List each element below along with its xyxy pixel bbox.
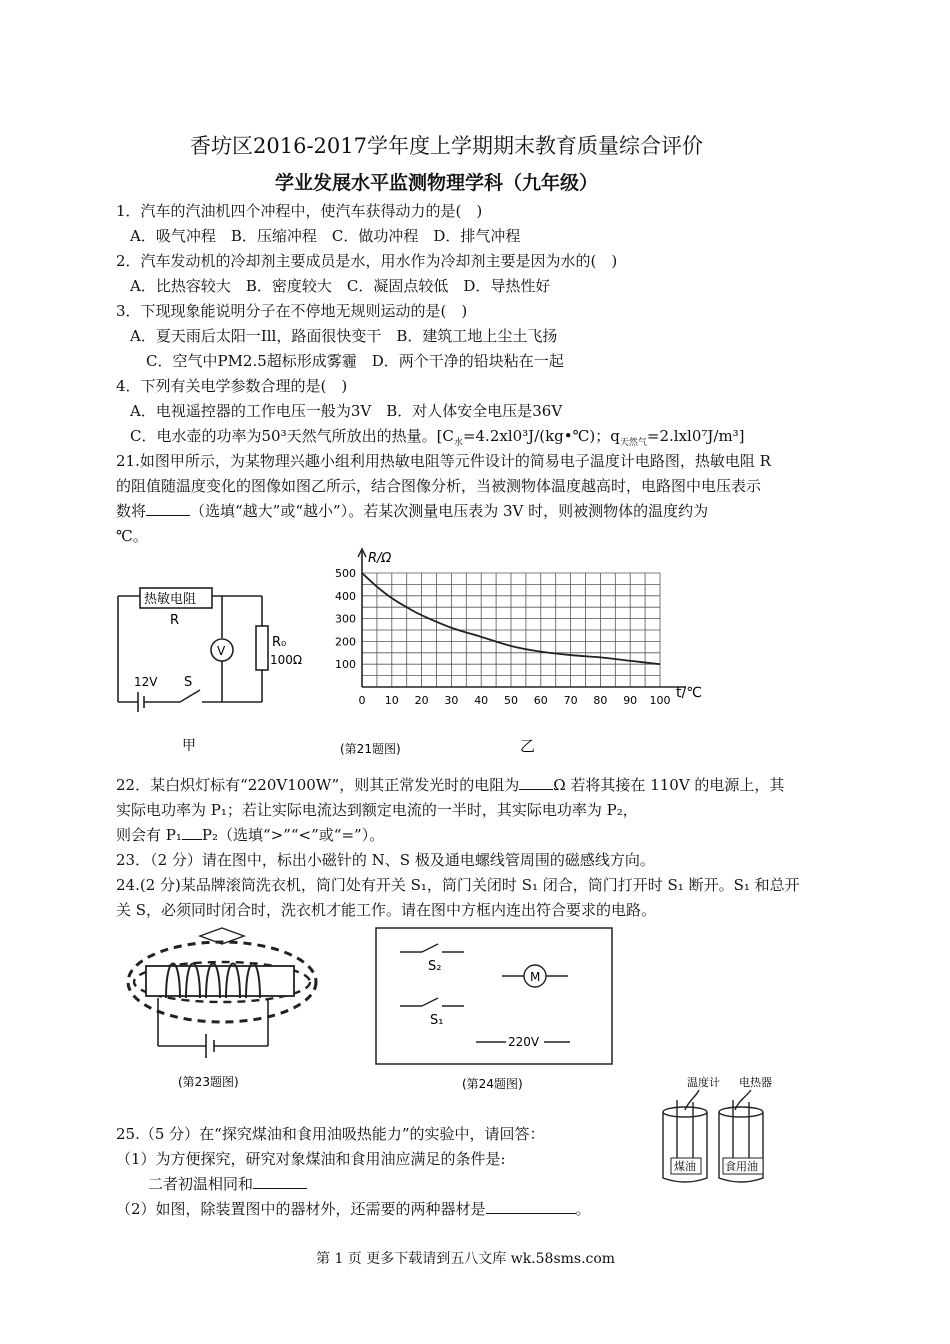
y-tick-label: 300 xyxy=(335,612,356,626)
r0-value: 100Ω xyxy=(270,653,303,667)
q3-options-cd: C．空气中PM2.5超标形成雾霾 D．两个干净的铅块粘在一起 xyxy=(146,352,564,370)
q25-blank-2[interactable] xyxy=(486,1199,576,1214)
page-subtitle: 学业发展水平监测物理学科（九年级） xyxy=(275,172,599,194)
q4-stem: 4．下列有关电学参数合理的是( ) xyxy=(116,377,348,395)
chart-caption: (第21题图) xyxy=(340,742,401,756)
q21-blank[interactable] xyxy=(146,501,190,516)
q1-stem: 1．汽车的汽油机四个冲程中，使汽车获得动力的是( ) xyxy=(116,202,483,220)
x-tick-label: 50 xyxy=(504,694,518,707)
chart-ticks xyxy=(335,567,671,707)
q25-blank-1[interactable] xyxy=(253,1174,307,1189)
q21-line2: 的阻值随温度变化的图像如图乙所示，结合图像分析，当被测物体温度越高时，电路图中电压表示 xyxy=(116,477,762,495)
q4-options-ab: A．电视遥控器的工作电压一般为3V B．对人体安全电压是36V xyxy=(130,402,563,420)
chart-axes xyxy=(358,549,686,687)
q21-line1: 21.如图甲所示，为某物理兴趣小组利用热敏电阻等元件设计的简易电子温度计电路图，热敏电阻 R xyxy=(116,452,771,470)
chart-21 xyxy=(320,545,720,765)
q21-line4: ℃。 xyxy=(116,527,148,545)
y-tick-label: 400 xyxy=(335,589,356,603)
circuit-box[interactable] xyxy=(376,928,612,1064)
kerosene-label: 煤油 xyxy=(674,1160,696,1173)
x-tick-label: 100 xyxy=(649,694,671,707)
y-tick-label: 500 xyxy=(335,567,356,580)
circuit-21-diagram xyxy=(110,578,310,758)
q4-options-c: C．电水壶的功率为50³天然气所放出的热量。[$C_水=4.2xl0^3J/(kg•℃)$；$q_{天然气}=2.lxl0^7J/m^3$] xyxy=(130,427,745,448)
switch-label: S xyxy=(184,675,193,690)
supply-label: 220V xyxy=(508,1035,540,1049)
fig24-caption: (第24题图) xyxy=(462,1077,523,1091)
y-tick-label: 200 xyxy=(335,635,356,649)
q22-line1: 22．某白炽灯标有“220V100W”，则其正常发光时的电阻为 Ω 若将其接在 110V 的电源上，其 xyxy=(116,776,785,794)
thermometer-label: 温度计 xyxy=(687,1076,720,1089)
q24-line1: 24.(2 分)某品牌滚筒洗衣机，筒门处有开关 S₁，筒门关闭时 S₁ 闭合，筒门打开时 S₁ 断开。S₁ 和总开 xyxy=(116,876,800,894)
heater-label: 电热器 xyxy=(739,1076,772,1089)
beakers-diagram xyxy=(655,1070,805,1195)
q22-line2: 实际电功率为 P₁；若让实际电流达到额定电流的一半时，其实际电功率为 P₂， xyxy=(116,801,638,819)
voltmeter-label: V xyxy=(217,644,226,658)
q23-text: 23．（2 分）请在图中，标出小磁针的 N、S 极及通电螺线管周围的磁感线方向。 xyxy=(116,851,655,869)
s2-label: S₂ xyxy=(428,959,442,974)
q3-stem: 3．下现现象能说明分子在不停地无规则运动的是( ) xyxy=(116,302,468,320)
oil-label: 食用油 xyxy=(725,1160,758,1173)
x-tick-label: 80 xyxy=(593,694,608,707)
chart-panel-label: 乙 xyxy=(520,737,536,755)
q21-line3: 数将 （选填“越大”或“越小”）。若某次测量电压表为 3V 时，则被测物体的温度约为 xyxy=(116,502,709,520)
x-tick-label: 70 xyxy=(563,694,578,707)
chart-grid xyxy=(362,573,660,687)
solenoid-diagram xyxy=(118,922,328,1094)
q22-line3: 则会有 P₁ P₂（选填“>”“<”或“=”）。 xyxy=(116,826,385,844)
motor-label: M xyxy=(530,970,541,984)
x-tick-label: 10 xyxy=(384,694,399,707)
circuit-caption: 甲 xyxy=(182,738,196,754)
s1-label: S₁ xyxy=(430,1013,444,1028)
q2-options: A．比热容较大 B．密度较大 C．凝固点较低 D．导热性好 xyxy=(130,277,551,295)
q2-stem: 2．汽车发动机的冷却剂主要成员是水，用水作为冷却剂主要是因为水的( ) xyxy=(116,252,618,270)
x-tick-label: 60 xyxy=(533,694,548,707)
q22-blank-2[interactable] xyxy=(182,825,202,840)
x-tick-label: 20 xyxy=(414,694,429,707)
q25-line3: 二者初温相同和 xyxy=(148,1174,307,1194)
solenoid-circuit xyxy=(158,998,268,1058)
page-footer: 第 1 页 更多下载请到五八文库 wk.58sms.com xyxy=(316,1251,616,1267)
y-tick-label: 100 xyxy=(335,658,356,672)
q25-line4: （2）如图，除装置图中的器材外，还需要的两种器材是 。 xyxy=(116,1200,591,1218)
thermistor-r-label: R xyxy=(170,613,180,628)
x-tick-label: 0 xyxy=(358,694,366,707)
q22-blank-1[interactable] xyxy=(519,775,553,790)
x-tick-label: 90 xyxy=(623,694,638,707)
chart-xlabel: t/℃ xyxy=(676,685,702,701)
q25-line2: （1）为方便探究，研究对象煤油和食用油应满足的条件是: xyxy=(116,1150,506,1168)
page-title: 香坊区2016-2017学年度上学期期末教育质量综合评价 xyxy=(190,134,703,158)
battery-label: 12V xyxy=(134,675,158,689)
r0-label: R₀ xyxy=(272,635,287,650)
x-tick-label: 40 xyxy=(474,694,489,707)
fig23-caption: (第23题图) xyxy=(178,1075,239,1089)
chart-ylabel: R/Ω xyxy=(368,551,392,566)
q1-options: A．吸气冲程 B．压缩冲程 C．做功冲程 D．排气冲程 xyxy=(130,227,521,245)
washer-circuit-diagram xyxy=(372,924,622,1094)
q24-line2: 关 S，必须同时闭合时，洗衣机才能工作。请在图中方框内连出符合要求的电路。 xyxy=(116,901,657,919)
thermistor-label: 热敏电阻 xyxy=(144,592,197,607)
q3-options-ab: A．夏天雨后太阳一Ill，路面很快变干 B．建筑工地上尘土飞扬 xyxy=(130,327,558,345)
q25-line1: 25.（5 分）在“探究煤油和食用油吸热能力”的实验中，请回答： xyxy=(116,1125,545,1143)
x-tick-label: 30 xyxy=(444,694,459,707)
